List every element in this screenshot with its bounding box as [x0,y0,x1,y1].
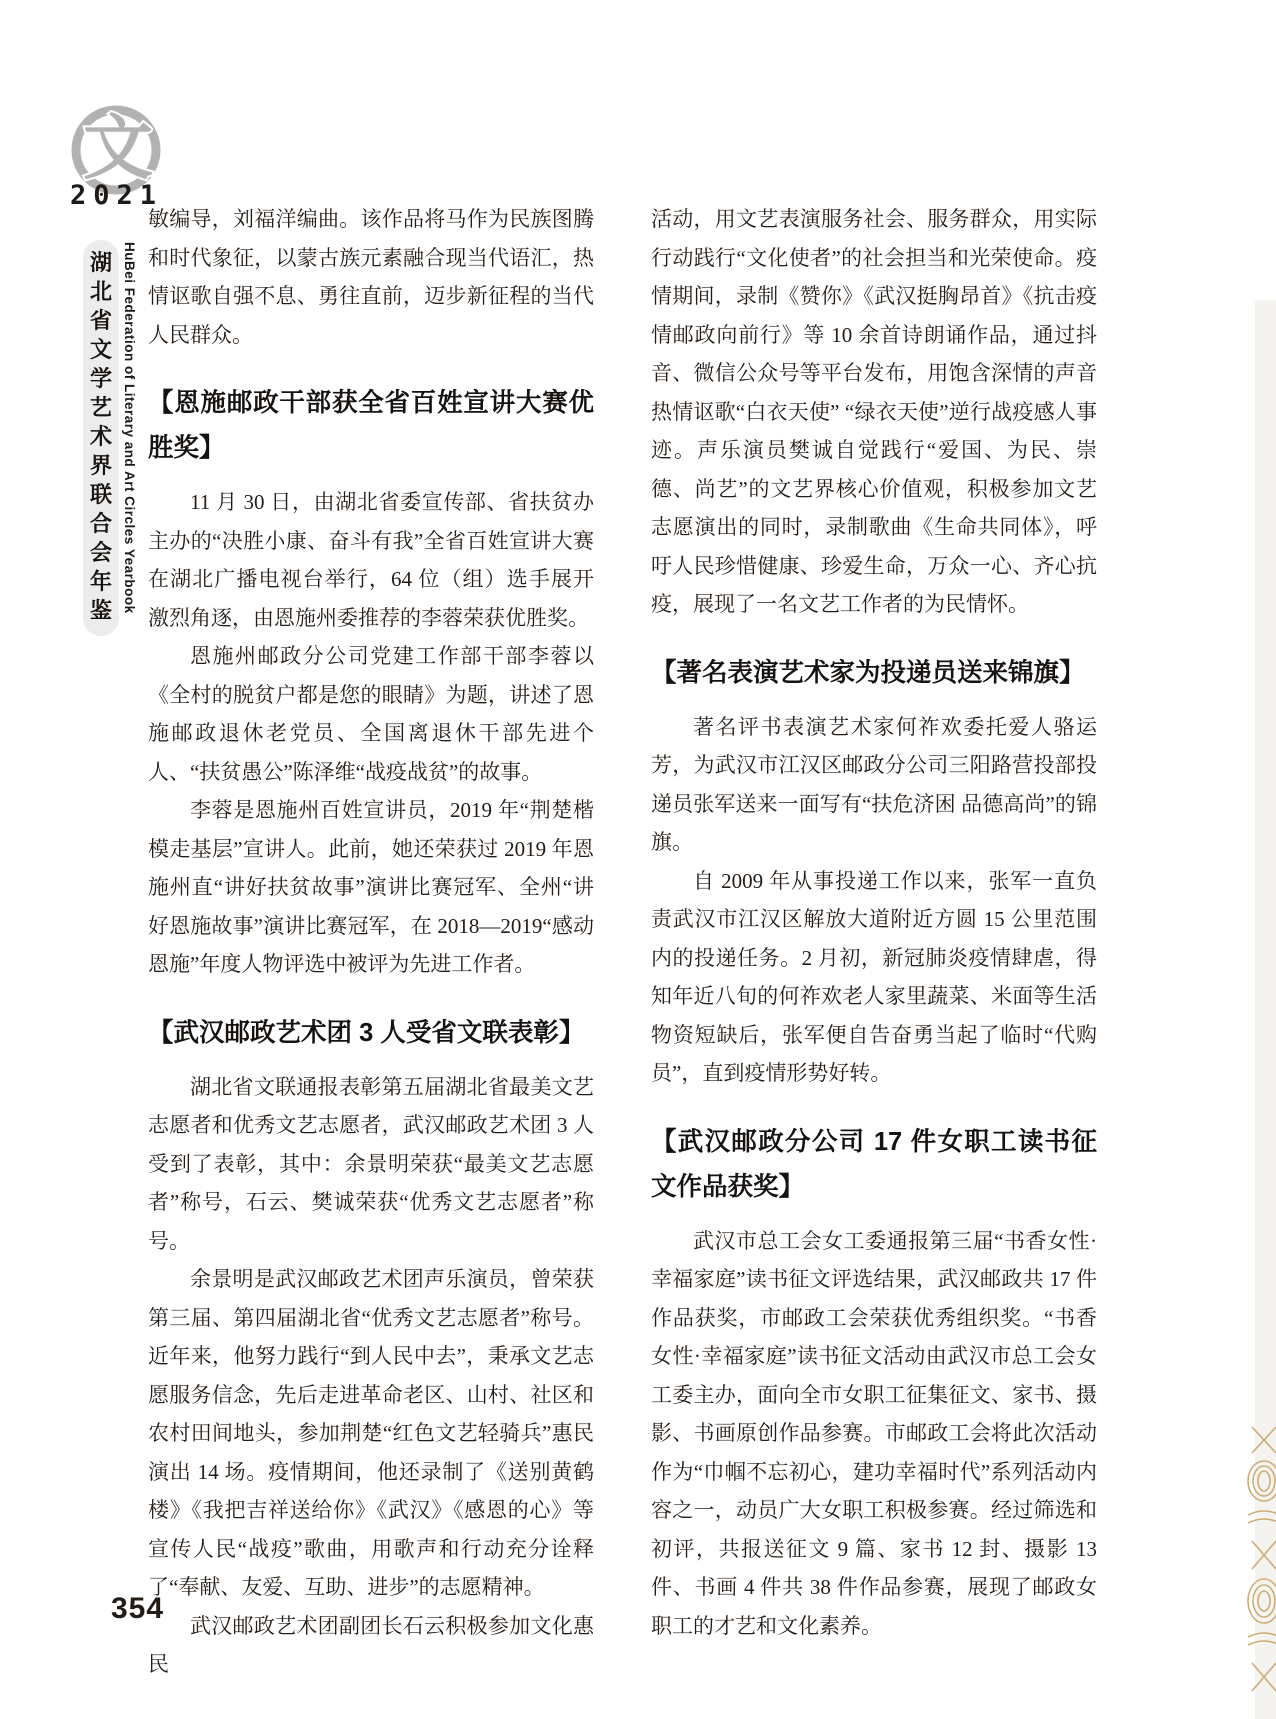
article-paragraph: 著名评书表演艺术家何祚欢委托爱人骆运芳，为武汉市江汉区邮政分公司三阳路营投部投递员张军送来一面写有“扶危济困 品德高尚”的锦旗。 [651,714,1097,854]
sidebar-char: 合 [89,511,112,536]
sidebar-char: 会 [89,540,112,565]
edge-ornament-icon [1234,1419,1276,1719]
page-edge-ornament [1234,1419,1276,1719]
article-heading: 【武汉邮政艺术团 3 人受省文联表彰】 [148,1018,585,1047]
sidebar-char: 鉴 [89,598,112,623]
article-body [148,200,1098,1684]
sidebar-char: 文 [89,337,112,362]
article-heading: 【武汉邮政分公司 17 件女职工读书征文作品获奖】 [651,1127,1097,1201]
article-paragraph: 自 2009 年从事投递工作以来，张军一直负责武汉市江汉区解放大道附近方圆 15 公里范围内的投递任务。2 月初，新冠肺炎疫情肆虐，得知年近八旬的何祚欢老人家里蔬菜、米面等生活物资短缺后，张军便自告奋勇当起了临时“代购员”，直到疫情形势好转。 [651,868,1097,1085]
article-heading: 【著名表演艺术家为投递员送来锦旗】 [651,658,1085,687]
sidebar-char: 界 [89,453,112,478]
sidebar-title-en: HuBei Federation of Literary and Art Circles Yearbook [122,242,137,614]
article-paragraph: 敏编导，刘福洋编曲。该作品将马作为民族图腾和时代象征，以蒙古族元素融合现当代语汇，热情讴歌自强不息、勇往直前，迈步新征程的当代人民群众。 [148,207,594,347]
sidebar-char: 学 [89,366,112,391]
logo-glyph: 文 [83,111,153,188]
page-number: 354 [111,1592,165,1625]
sidebar-char: 省 [89,308,112,333]
sidebar-char: 年 [89,569,112,594]
article-paragraph: 湖北省文联通报表彰第五届湖北省最美文艺志愿者和优秀文艺志愿者，武汉邮政艺术团 3 人受到了表彰，其中：余景明荣获“最美文艺志愿者”称号，石云、樊诚荣获“优秀文艺志愿者”称号。 [148,1074,594,1253]
article-heading: 【恩施邮政干部获全省百姓宣讲大赛优胜奖】 [148,389,594,462]
article-paragraph: 活动，用文艺表演服务社会、服务群众，用实际行动践行“文化使者”的社会担当和光荣使命。疫情期间，录制《赞你》《武汉挺胸昂首》《抗击疫情邮政向前行》等 10 余首诗朗诵作品，通过抖音、微信公众号等平台发布，用饱含深情的声音热情讴歌“白衣天使” “绿衣天使”逆行战疫感人事迹。声乐演员樊诚自觉践行“爱国、为民、崇德、尚艺”的文艺界核心价值观，积极参加文艺志愿演出的同时，录制歌曲《生命共同体》，呼吁人民珍惜健康、珍爱生命，万众一心、齐心抗疫，展现了一名文艺工作者的为民情怀。 [651,207,1097,616]
sidebar-char: 术 [89,424,112,449]
year-label: 2021 [70,180,164,211]
article-paragraph: 李蓉是恩施州百姓宣讲员，2019 年“荆楚楷模走基层”宣讲人。此前，她还荣获过 2019 年恩施州直“讲好扶贫故事”演讲比赛冠军、全州“讲好恩施故事”演讲比赛冠军，在 2018—2019“感动恩施”年度人物评选中被评为先进工作者。 [148,798,594,976]
sidebar-char: 湖 [89,250,112,275]
article-paragraph: 武汉邮政艺术团副团长石云积极参加文化惠民 [148,1613,594,1676]
sidebar-char: 联 [89,482,112,507]
article-paragraph: 恩施州邮政分公司党建工作部干部李蓉以《全村的脱贫户都是您的眼睛》为题，讲述了恩施邮政退休老党员、全国离退休干部先进个人、“扶贫愚公”陈泽维“战疫战贫”的故事。 [148,644,594,784]
article-paragraph: 11 月 30 日，由湖北省委宣传部、省扶贫办主办的“决胜小康、奋斗有我”全省百姓宣讲大赛在湖北广播电视台举行，64 位（组）选手展开激烈角逐，由恩施州委推荐的李蓉荣获优胜奖。 [148,490,594,630]
article-paragraph: 余景明是武汉邮政艺术团声乐演员，曾荣获第三届、第四届湖北省“优秀文艺志愿者”称号。近年来，他努力践行“到人民中去”，秉承文艺志愿服务信念，先后走进革命老区、山村、社区和农村田间地头，参加荆楚“红色文艺轻骑兵”惠民演出 14 场。疫情期间，他还录制了《送别黄鹤楼》《我把吉祥送给你》《武汉》《感恩的心》等宣传人民“战疫”歌曲，用歌声和行动充分诠释了“奉献、友爱、互助、进步”的志愿精神。 [148,1267,594,1599]
sidebar-char: 艺 [89,395,112,420]
left-column [148,200,594,1684]
sidebar-char: 北 [89,279,112,304]
article-paragraph: 武汉市总工会女工委通报第三届“书香女性·幸福家庭”读书征文评选结果，武汉邮政共 17 件作品获奖，市邮政工会荣获优秀组织奖。“书香女性·幸福家庭”读书征文活动由武汉市总工会女工委主办，面向全市女职工征集征文、家书、摄影、书画原创作品参赛。市邮政工会将此次活动作为“巾帼不忘初心，建功幸福时代”系列活动内容之一，动员广大女职工积极参赛。经过筛选和初评，共报送征文 9 篇、家书 12 封、摄影 13 件、书画 4 件共 38 件作品参赛，展现了邮政女职工的才艺和文化素养。 [651,1228,1097,1638]
sidebar-title-zh [83,240,119,636]
right-column [651,200,1097,1684]
